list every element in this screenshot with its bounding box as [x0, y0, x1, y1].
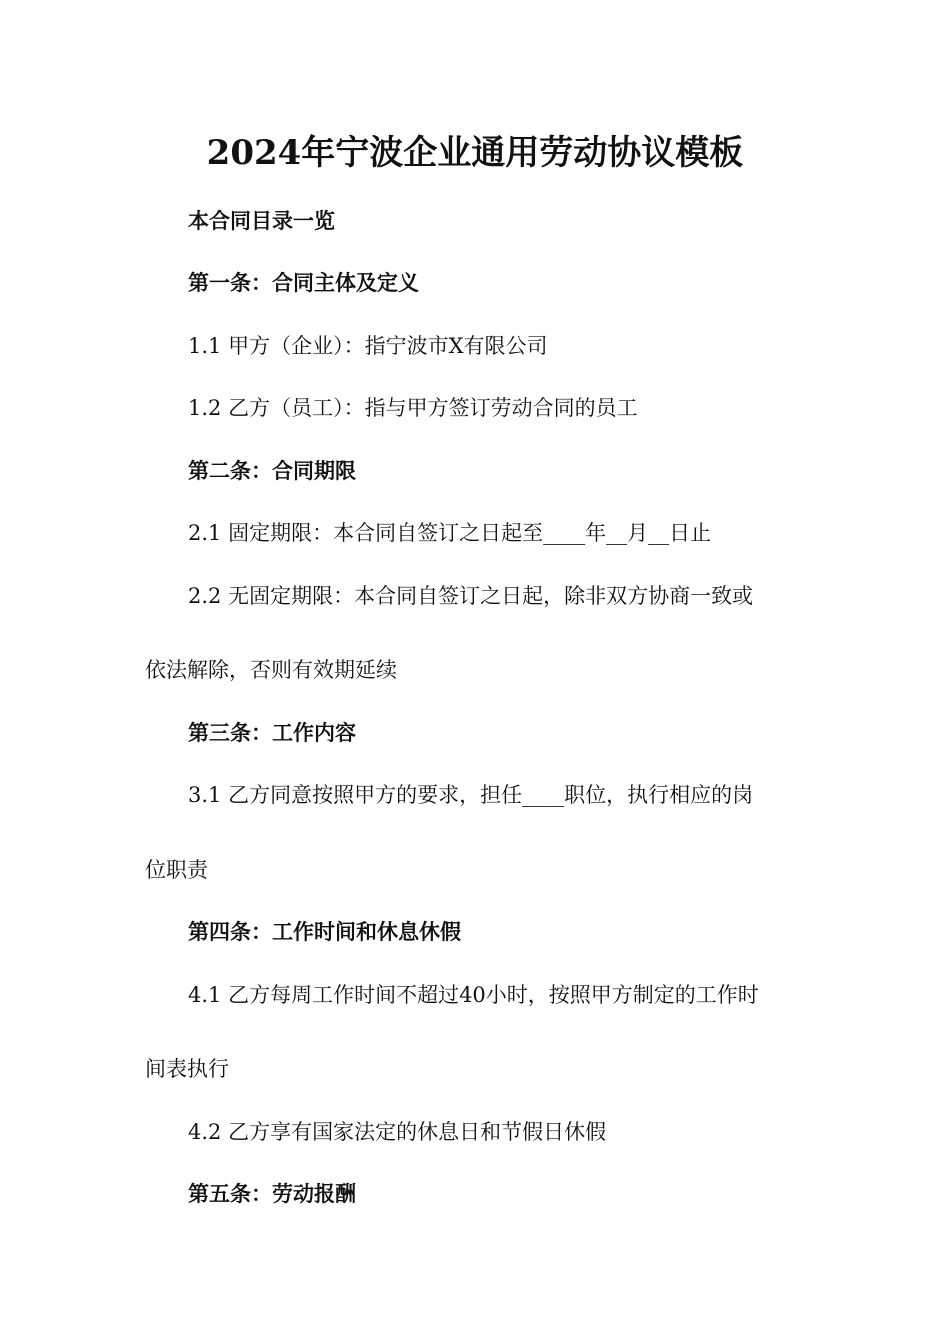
clause-4-2: 4.2 乙方享有国家法定的休息日和节假日休假 — [188, 1120, 607, 1144]
article-1-heading: 第一条：合同主体及定义 — [188, 271, 419, 295]
document-title: 2024年宁波企业通用劳动协议模板 — [206, 133, 744, 173]
clause-2-2-line-1: 2.2 无固定期限：本合同自签订之日起，除非双方协商一致或 — [188, 584, 754, 608]
article-4-heading: 第四条：工作时间和休息休假 — [188, 920, 461, 944]
article-2-heading: 第二条：合同期限 — [188, 459, 356, 483]
article-3-heading: 第三条：工作内容 — [188, 721, 356, 745]
clause-2-2-line-2: 依法解除，否则有效期延续 — [145, 658, 397, 682]
clause-4-1-line-1: 4.1 乙方每周工作时间不超过40小时，按照甲方制定的工作时 — [188, 983, 759, 1007]
clause-3-1-line-1: 3.1 乙方同意按照甲方的要求，担任____职位，执行相应的岗 — [188, 783, 754, 807]
toc-heading: 本合同目录一览 — [188, 209, 335, 233]
clause-3-1-line-2: 位职责 — [145, 858, 208, 882]
clause-1-1: 1.1 甲方（企业）：指宁波市X有限公司 — [188, 334, 548, 358]
clause-2-1: 2.1 固定期限：本合同自签订之日起至____年__月__日止 — [188, 521, 712, 545]
clause-4-1-line-2: 间表执行 — [145, 1057, 229, 1081]
clause-1-2: 1.2 乙方（员工）：指与甲方签订劳动合同的员工 — [188, 396, 638, 420]
article-5-heading: 第五条：劳动报酬 — [188, 1182, 356, 1206]
